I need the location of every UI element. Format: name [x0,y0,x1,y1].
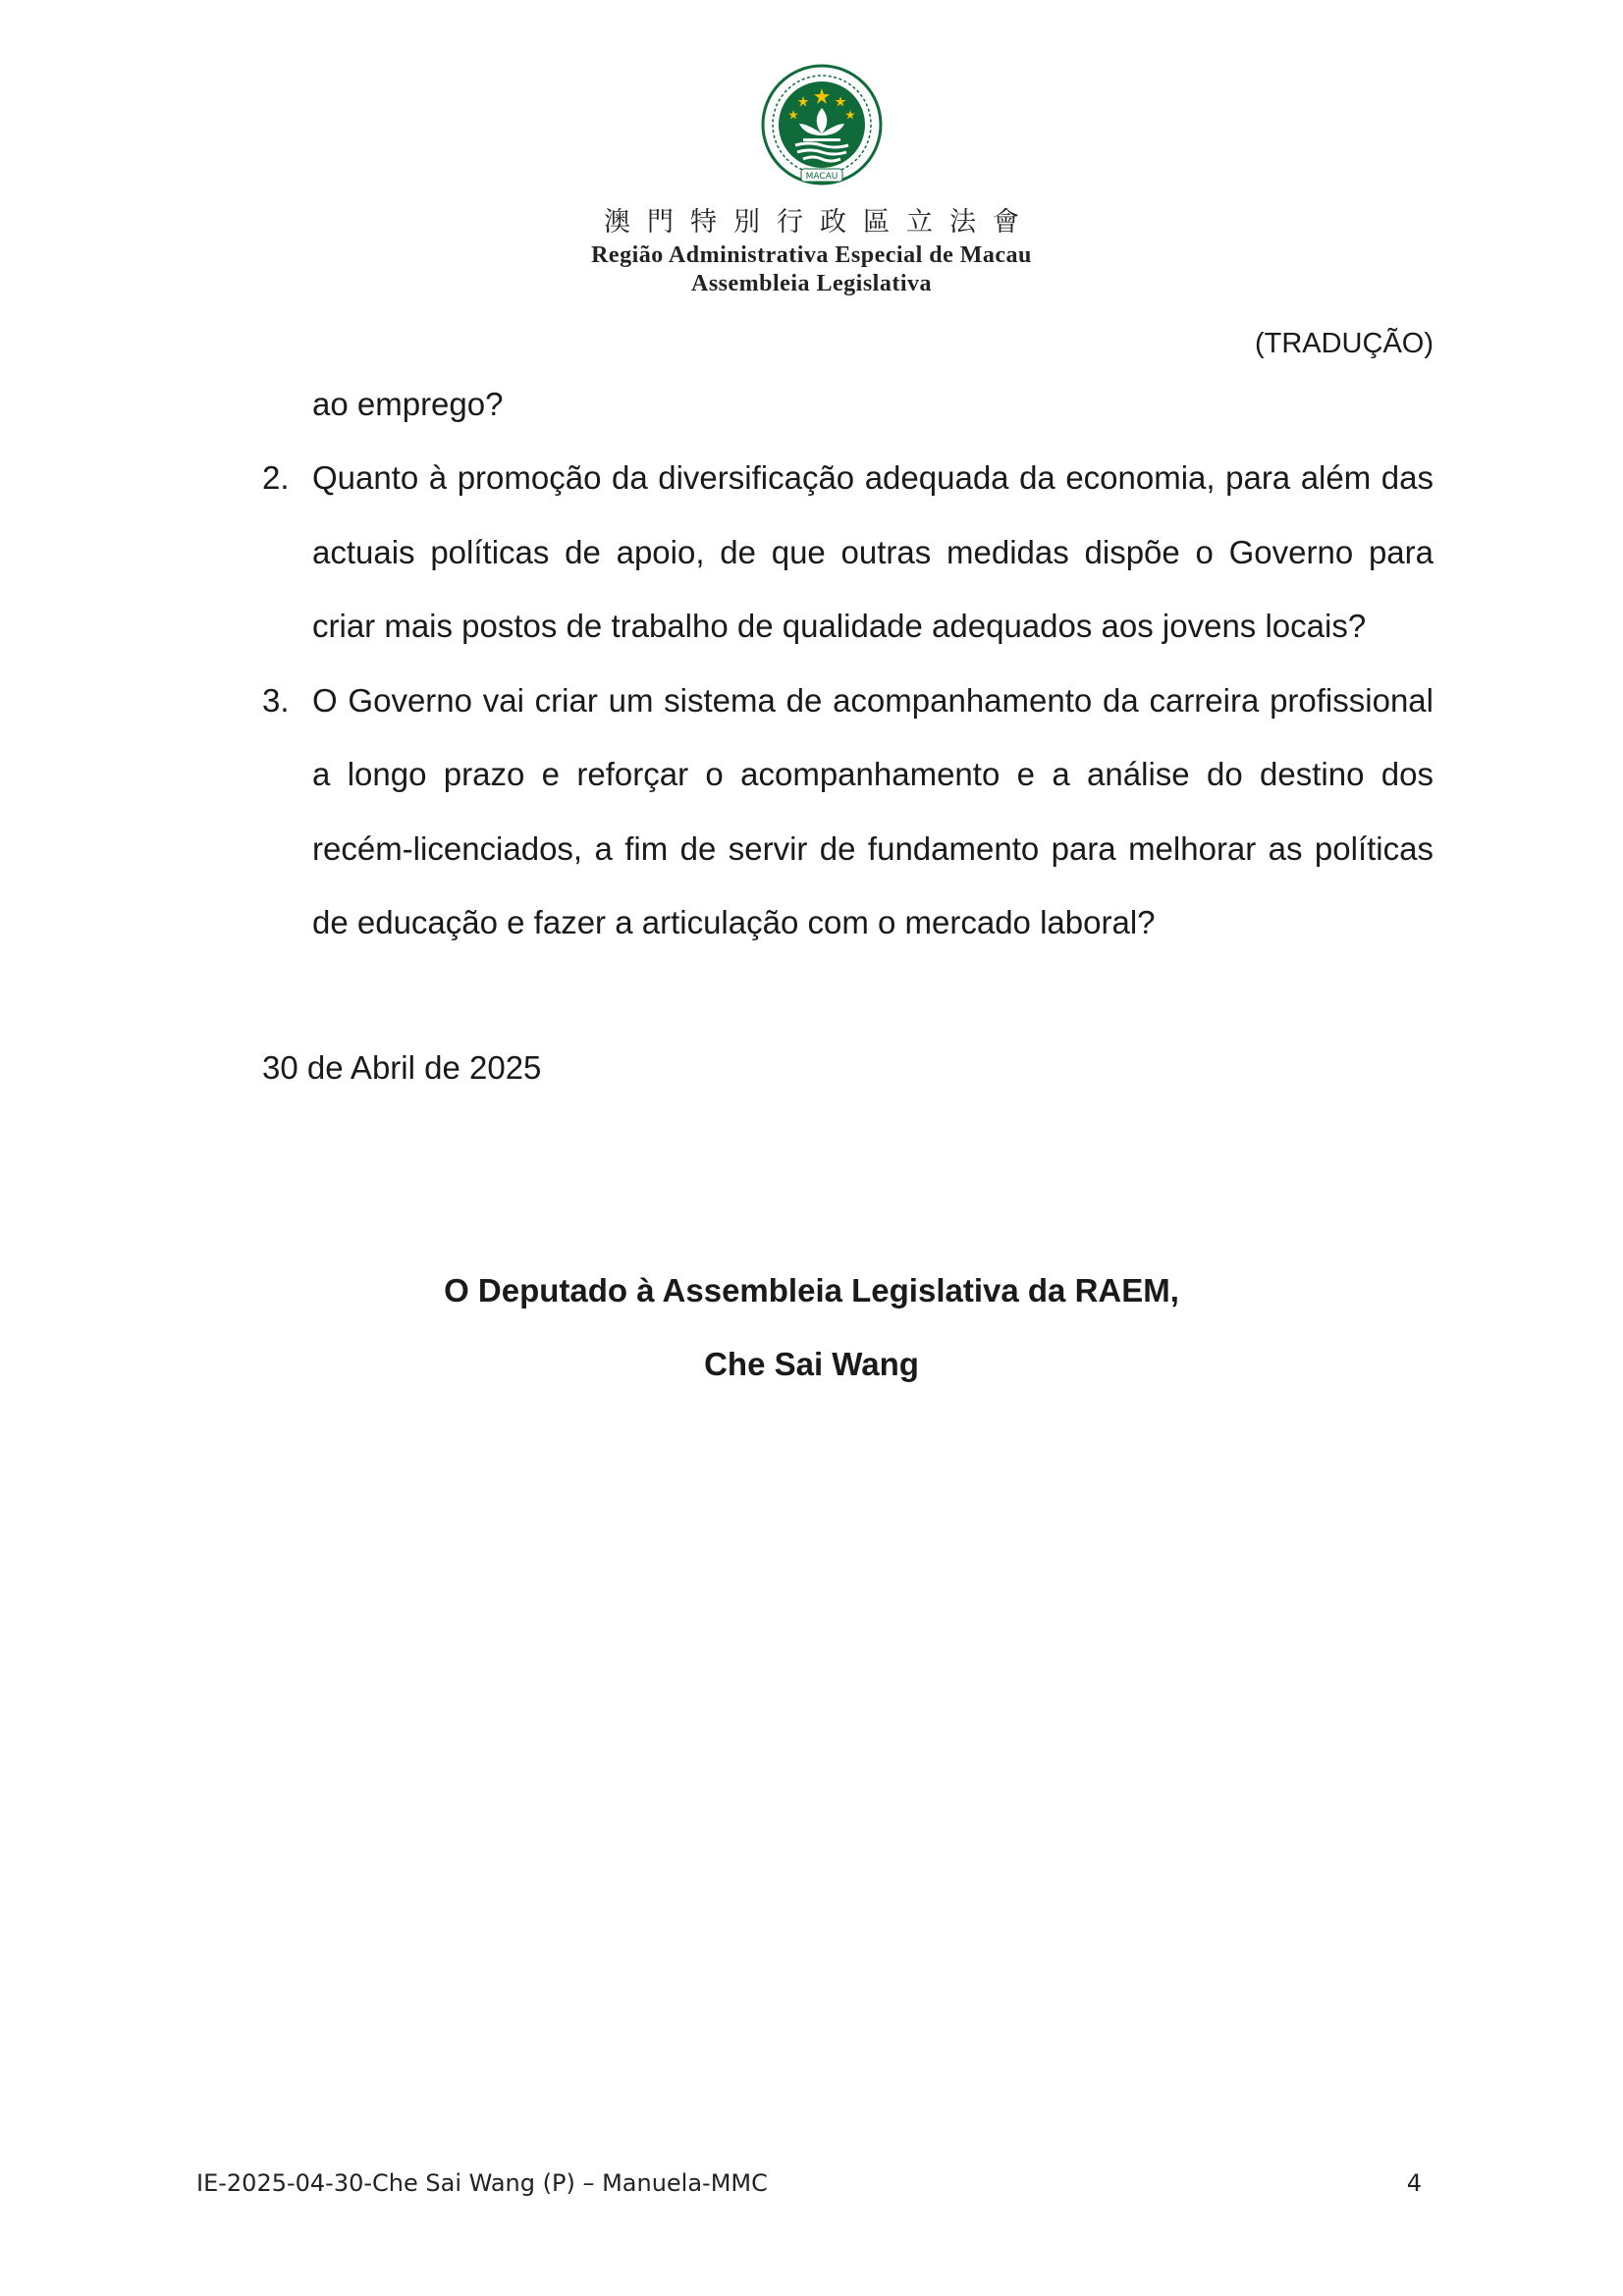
list-item-text: O Governo vai criar um sistema de acompanhamento da carreira profissional a longo prazo e reforçar o acompanhamento e a análise do destino dos recém-licenciados, a fim de servir de fundamento para melhorar as políticas de educação e fazer a articulação com o mercado laboral? [312,681,1434,940]
header-region-name: Região Administrativa Especial de Macau [591,242,1032,268]
header-institution: Assembleia Legislativa [691,271,932,296]
header-chinese-name: 澳門特別行政區立法會 [604,207,1036,238]
list-item [262,664,1434,960]
emblem-text: MACAU [805,172,839,182]
continuation-text: ao emprego? [312,386,504,422]
signature-title: O Deputado à Assembleia Legislativa da RAEM, [444,1272,1179,1308]
page-number: 4 [1406,2169,1422,2197]
list-item-number: 2. [262,459,290,496]
translation-label: (TRADUÇÃO) [1254,328,1434,359]
footer-reference: IE-2025-04-30-Che Sai Wang (P) – Manuela-MMC [196,2169,768,2197]
list-item-number: 3. [262,681,290,719]
signature-name: Che Sai Wang [704,1346,919,1382]
list-item [262,441,1434,664]
document-date: 30 de Abril de 2025 [262,1049,542,1086]
list-item-text: Quanto à promoção da diversificação adequada da economia, para além das actuais políticas de apoio, de que outras medidas dispõe o Governo para criar mais postos de trabalho de qualidade adequados aos jovens locais? [312,459,1434,644]
question-list [262,441,1434,960]
macau-emblem-icon [760,63,884,187]
